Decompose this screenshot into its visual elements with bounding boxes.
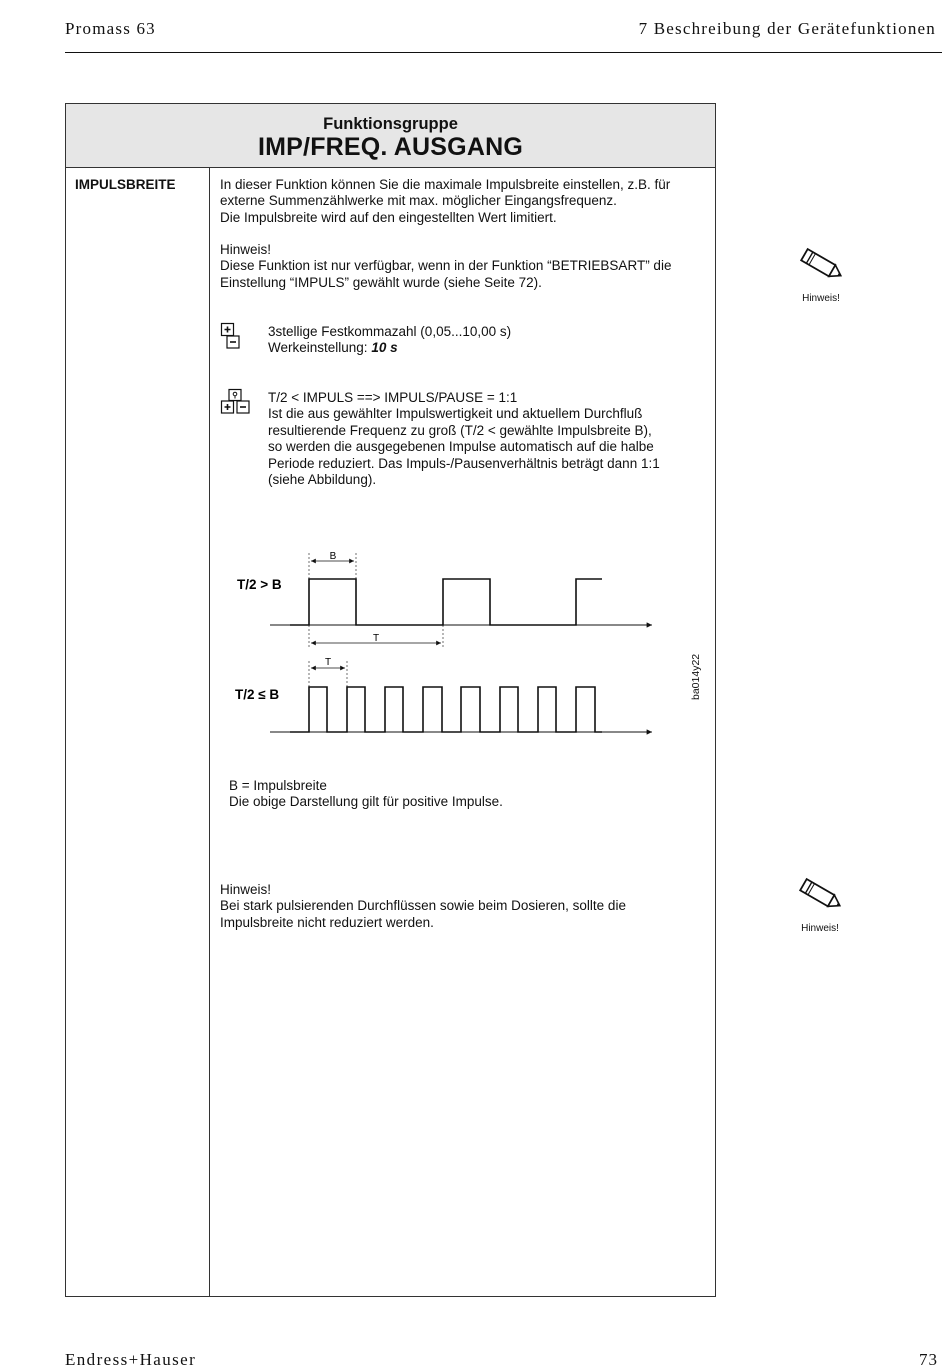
diagram-label-top: T/2 > B	[237, 577, 282, 592]
info-text	[268, 390, 660, 488]
side-note-2	[790, 876, 850, 934]
legend-line: B = Impulsbreite	[229, 778, 327, 793]
info-line: Ist die aus gewählter Impulswertigkeit und aktuellem Durchfluß	[268, 406, 643, 422]
plus-minus-key-icon	[220, 322, 242, 352]
function-group-label: Funktionsgruppe	[323, 115, 458, 133]
pulse-signal-top	[290, 579, 602, 625]
entry-range: 3stellige Festkommazahl (0,05...10,00 s)	[268, 324, 512, 339]
entry-text	[268, 324, 511, 357]
entry-default-value: 10 s	[371, 340, 398, 356]
dimension-t-long-label: T	[372, 633, 380, 644]
info-line: Periode reduziert. Das Impuls-/Pausenverhältnis beträgt dann 1:1	[268, 455, 660, 471]
header-product-name: Promass 63	[65, 19, 156, 38]
info-line: T/2 < IMPULS ==> IMPULS/PAUSE = 1:1	[268, 390, 518, 405]
dimension-t-short-label: T	[324, 657, 332, 668]
description-line: Die Impulsbreite wird auf den eingestellten Wert limitiert.	[220, 209, 557, 225]
dimension-b-label: B	[329, 551, 337, 562]
figure-reference-code: ba014y22	[690, 653, 702, 700]
pulse-timing-diagram	[228, 545, 668, 745]
function-group-name: IMP/FREQ. AUSGANG	[258, 133, 523, 161]
side-note-1	[791, 246, 851, 304]
info-key-icon	[220, 388, 254, 418]
legend-text	[229, 778, 503, 811]
info-line: so werden die ausgegebenen Impulse automatisch auf die halbe	[268, 439, 654, 455]
pencil-note-icon	[794, 876, 846, 916]
note-line: Impulsbreite nicht reduziert werden.	[220, 914, 434, 930]
note-text-1	[220, 242, 671, 291]
side-note-label: Hinweis!	[802, 293, 840, 304]
description-line: externe Summenzählwerke mit max. möglicher Eingangsfrequenz.	[220, 193, 617, 209]
footer-brand: Endress+Hauser	[65, 1350, 197, 1369]
function-name: IMPULSBREITE	[75, 177, 176, 192]
function-group-header	[66, 104, 715, 168]
info-line: resultierende Frequenz zu groß (T/2 < gewählte Impulsbreite B),	[268, 422, 652, 438]
info-line: (siehe Abbildung).	[268, 472, 377, 488]
entry-default	[268, 340, 511, 356]
note-line: Diese Funktion ist nur verfügbar, wenn in der Funktion “BETRIEBSART” die	[220, 258, 672, 274]
note-heading: Hinweis!	[220, 242, 272, 257]
note-heading: Hinweis!	[220, 882, 272, 897]
note-text-2	[220, 882, 626, 931]
header-chapter-title: 7 Beschreibung der Gerätefunktionen	[638, 19, 936, 38]
legend-line: Die obige Darstellung gilt für positive Impulse.	[229, 794, 503, 810]
note-line: Bei stark pulsierenden Durchflüssen sowie beim Dosieren, sollte die	[220, 898, 626, 914]
description-text	[220, 177, 670, 226]
note-line: Einstellung “IMPULS” gewählt wurde (siehe Seite 72).	[220, 274, 542, 290]
page-number: 73	[919, 1350, 938, 1369]
diagram-label-bottom: T/2 ≤ B	[235, 687, 280, 702]
side-note-label: Hinweis!	[801, 923, 839, 934]
entry-default-label: Werkeinstellung:	[268, 340, 372, 356]
description-line: In dieser Funktion können Sie die maximale Impulsbreite einstellen, z.B. für	[220, 177, 671, 192]
pencil-note-icon	[795, 246, 847, 286]
header-rule	[65, 52, 942, 53]
pulse-signal-bottom	[290, 687, 602, 732]
column-divider	[209, 167, 210, 1296]
